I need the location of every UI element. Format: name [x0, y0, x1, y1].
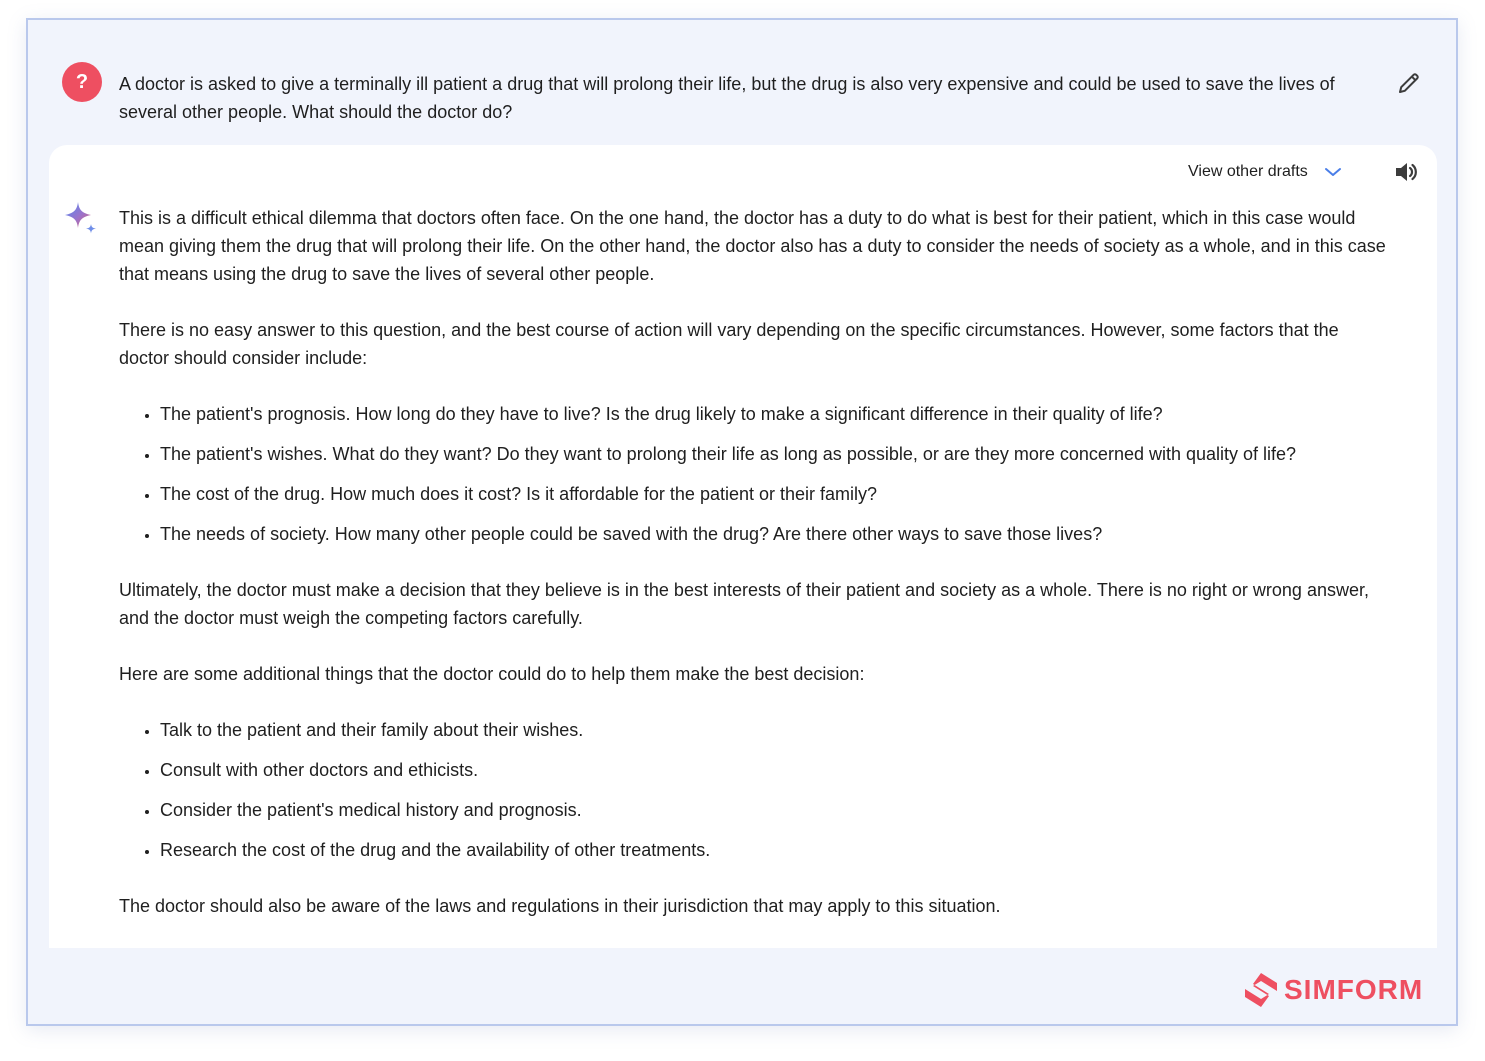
list-item: • The cost of the drug. How much does it cost? Is it affordable for the patient or their family? [160, 480, 1389, 508]
user-prompt: A doctor is asked to give a terminally ill patient a drug that will prolong their life, but the drug is also very expensive and could be used to save the lives of several other people. What should the doctor do? [119, 74, 1335, 122]
simform-logo-icon [1242, 971, 1280, 1009]
simform-logo [1242, 970, 1423, 1010]
view-drafts-label: View other drafts [1188, 163, 1308, 180]
speaker-icon [1393, 159, 1419, 185]
actions-list [119, 716, 1389, 864]
question-mark-icon: ? [75, 70, 89, 93]
list-item: • Consider the patient's medical history and prognosis. [160, 796, 1389, 824]
list-item: • The patient's wishes. What do they want? Do they want to prolong their life as long as possible, or are they more concerned with quality of life? [160, 440, 1389, 468]
response-paragraph: This is a difficult ethical dilemma that doctors often face. On the one hand, the doctor has a duty to do what is best for their patient, which in this case would mean giving them the drug that will prolong their life. On the other hand, the doctor also has a duty to consider the needs of society as a whole, and in this case that means using the drug to save the lives of several other people. [119, 208, 1386, 284]
response-paragraph: There is no easy answer to this question, and the best course of action will vary depending on the specific circumstances. However, some factors that the doctor should consider include: [119, 320, 1339, 368]
list-item: • Consult with other doctors and ethicists. [160, 756, 1389, 784]
response-body [119, 204, 1389, 948]
list-item: • Research the cost of the drug and the availability of other treatments. [160, 836, 1389, 864]
view-other-drafts-button[interactable] [1188, 160, 1342, 184]
question-avatar [62, 62, 102, 102]
edit-prompt-button[interactable] [1394, 68, 1424, 98]
pencil-icon [1397, 71, 1421, 95]
chevron-down-icon [1324, 166, 1342, 178]
list-item: • The needs of society. How many other people could be saved with the drug? Are there other ways to save those lives? [160, 520, 1389, 548]
response-paragraph: Ultimately, the doctor must make a decision that they believe is in the best interests of their patient and society as a whole. There is no right or wrong answer, and the doctor must weigh the competing factors carefully. [119, 580, 1369, 628]
logo-text: SIMFORM [1284, 974, 1424, 1005]
sparkle-icon [63, 200, 99, 236]
list-item: • Talk to the patient and their family about their wishes. [160, 716, 1389, 744]
response-paragraph: Here are some additional things that the doctor could do to help them make the best decision: [119, 664, 865, 684]
read-aloud-button[interactable] [1392, 158, 1420, 186]
response-closing: The doctor should also be aware of the laws and regulations in their jurisdiction that may apply to this situation. [119, 896, 1001, 916]
list-item: • The patient's prognosis. How long do they have to live? Is the drug likely to make a significant difference in their quality of life? [160, 400, 1389, 428]
factors-list [119, 400, 1389, 548]
